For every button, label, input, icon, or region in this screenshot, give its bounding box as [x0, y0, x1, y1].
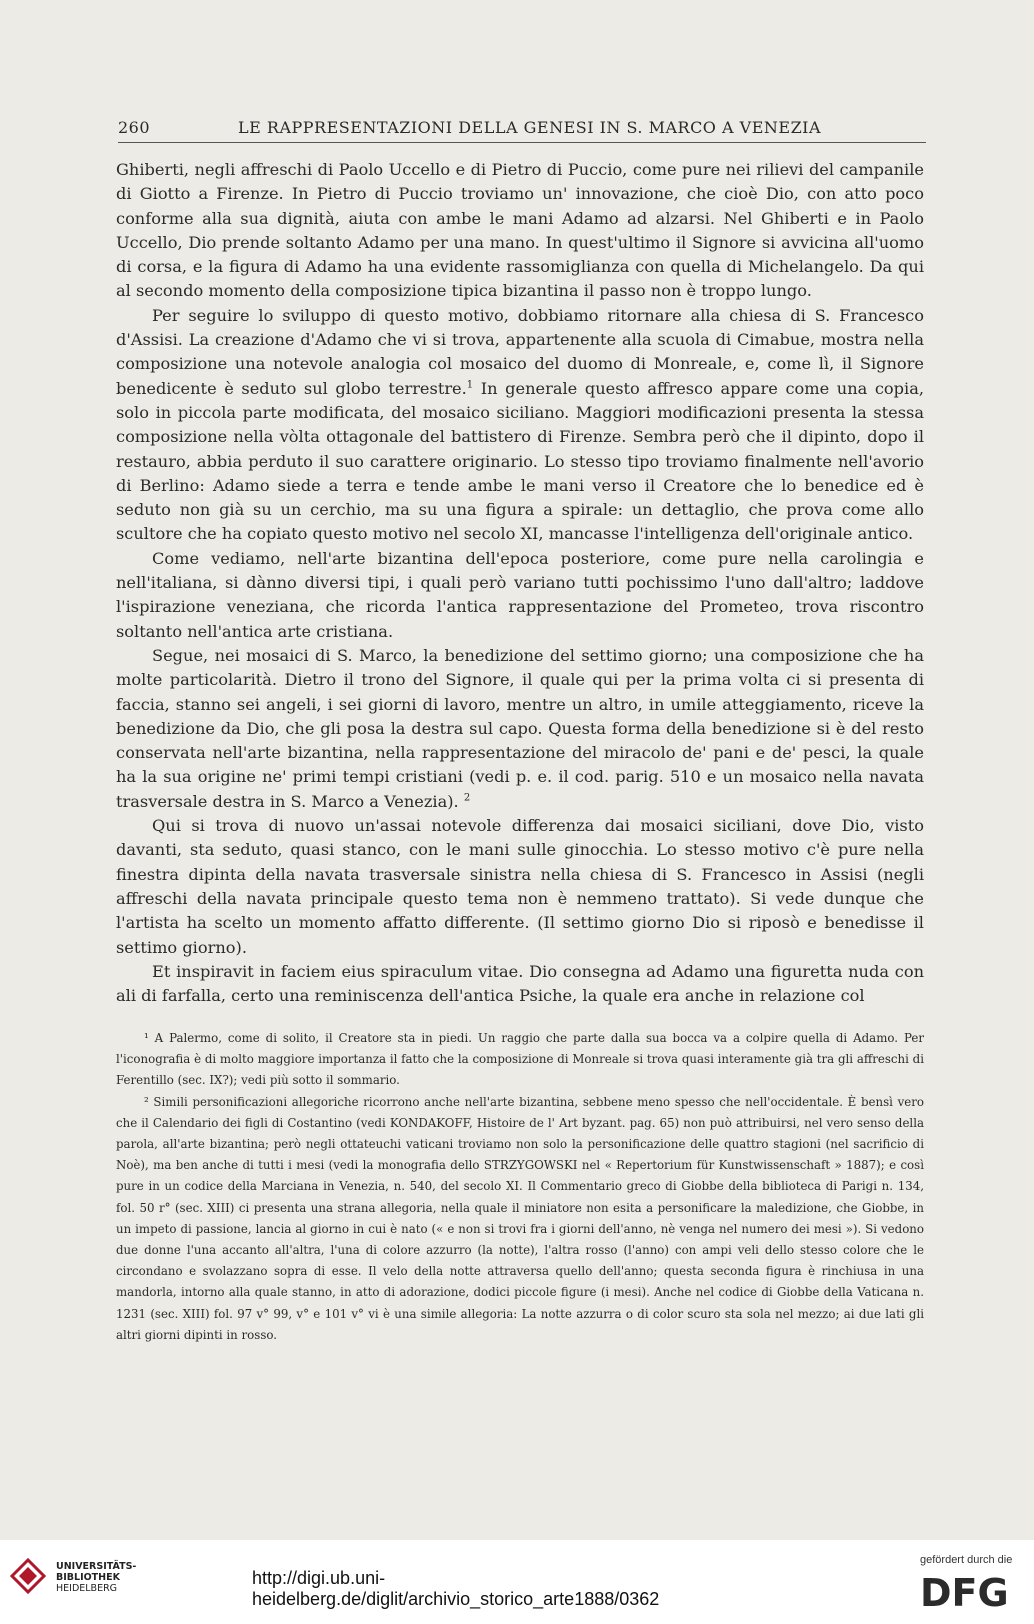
funding-note: gefördert durch die: [920, 1554, 1013, 1566]
paragraph-6: Et inspiravit in faciem eius spiraculum vitae. Dio consegna ad Adamo una figuretta nuda con ali di farfalla, certo una reminiscenza dell'antica Psiche, la quale era anche in relazione col: [116, 961, 924, 1006]
permalink-url[interactable]: http://digi.ub.uni-heidelberg.de/diglit/archivio_storico_arte1888/0362: [252, 1568, 660, 1609]
body-text: [116, 158, 924, 1008]
footnote-2: ² Simili personificazioni allegoriche ricorrono anche nell'arte bizantina, sebbene meno spesso che nell'occidentale. È bensì vero che il Calendario dei figli di Costantino (vedi KONDAKOFF, Histoire de l' Art byzant. pag. 65) non può attribuirsi, nel vero senso della parola, all'arte bizantina; però negli ottateuchi vaticani troviamo non solo la personificazione delle quattro stagioni (nel sacrificio di Noè), ma ben anche di tutti i mesi (vedi la monografia dello STRZYGOWSKI nel « Repertorium für Kunstwissenschaft » 1887); e così pure in un codice della Marciana in Venezia, n. 540, del secolo XI. Il Commentario greco di Giobbe della biblioteca di Parigi n. 134, fol. 50 r° (sec. XIII) ci presenta una strana allegoria, nella quale il miniatore non esita a personificare la maledizione, che Giobbe, in un impeto di passione, lancia al giorno in cui è nato (« e non si trovi fra i giorni dell'anno, nè venga nel numero dei mesi »). Si vedono due donne l'una accanto all'altra, l'una di colore azzurro (la notte), l'altra rosso (l'anno) con ampi veli dello stesso colore che le circondano e svolazzano sopra di esse. Il velo della notte attraversa quello dell'anno; questa seconda figura è rinchiusa in una mandorla, intorno alla quale stanno, in atto di adorazione, dodici piccole figure (i mesi). Anche nel codice di Giobbe della Vaticana n. 1231 (sec. XIII) fol. 97 v° 99, v° e 101 v° vi è una simile allegoria: La notte azzurra o di color scuro sta sola nel mezzo; ai due lati gli altri giorni dipinti in rosso.: [116, 1094, 924, 1342]
footnote-ref-1[interactable]: 1: [466, 379, 474, 391]
paragraph-4: [116, 644, 924, 814]
running-title: LE RAPPRESENTAZIONI DELLA GENESI IN S. MARCO A VENEZIA: [238, 118, 822, 137]
dfg-logo-icon[interactable]: [920, 1572, 1020, 1612]
paragraph-5: Qui si trova di nuovo un'assai notevole differenza dai mosaici siciliani, dove Dio, visto davanti, sta seduto, quasi stanco, con le mani sulle ginocchia. Lo stesso motivo c'è pure nella finestra dipinta della navata trasversale sinistra nella chiesa di S. Francesco in Assisi (negli affreschi della navata principale questo tema non è nemmeno trattato). Si vede dunque che l'artista ha scelto un momento affatto differente. (Il settimo giorno Dio si riposò e benedisse il settimo giorno).: [116, 816, 924, 957]
paragraph-2-part-a: Per seguire lo sviluppo di questo motivo, dobbiamo ritornare alla chiesa di S. Francesco d'Assisi. La creazione d'Adamo che vi si trova, appartenente alla scuola di Cimabue, mostra nella composizione una notevole analogia col mosaico del duomo di Monreale, e, come lì, il Signore benedicente è seduto sul globo terrestre.: [116, 305, 924, 398]
dfg-logo-text: DFG: [920, 1572, 1009, 1612]
running-header: [118, 118, 926, 143]
library-name-line-2: BIBLIOTHEK: [56, 1572, 120, 1583]
university-library-logo-icon[interactable]: [10, 1558, 46, 1596]
page-number: 260: [118, 118, 151, 137]
paragraph-4-text: Segue, nei mosaici di S. Marco, la benedizione del settimo giorno; una composizione che ha molte particolarità. Dietro il trono del Signore, il quale qui per la prima volta ci si presenta di faccia, stanno sei angeli, i sei giorni di lavoro, mentre un altro, in umile atteggiamento, riceve la benedizione da Dio, che gli posa la destra sul capo. Questa forma della benedizione si è del resto conservata nell'arte bizantina, nella rappresentazione del miracolo de' pani e de' pesci, la quale ha la sua origine ne' primi tempi cristiani (vedi p. e. il cod. parig. 510 e un mosaico nella navata trasversale destra in S. Marco a Venezia).: [116, 645, 924, 811]
library-name[interactable]: [56, 1561, 186, 1594]
paragraph-2-part-b: In generale questo affresco appare come una copia, solo in piccola parte modificata, del mosaico siciliano. Maggiori modificazioni presenta la stessa composizione nella vòlta ottagonale del battistero di Firenze. Sembra però che il dipinto, dopo il restauro, abbia perduto il suo carattere originario. Lo stesso tipo troviamo finalmente nell'avorio di Berlino: Adamo siede a terra e tende ambe le mani verso il Creatore che lo benedice ed è seduto non già su un cerchio, ma su una figura a spirale: un dettaglio, che prova come allo scultore che ha copiato questo motivo nel secolo XI, mancasse l'intelligenza dell'originale antico.: [116, 378, 924, 544]
library-name-line-1: UNIVERSITÄTS-: [56, 1561, 137, 1572]
paragraph-2: [116, 304, 924, 547]
paragraph-3: Come vediamo, nell'arte bizantina dell'epoca posteriore, come pure nella carolingia e nell'italiana, si dànno diversi tipi, i quali però variano tutti pochissimo l'uno dall'altro; laddove l'ispirazione veneziana, che ricorda l'antica rappresentazione del Prometeo, trova riscontro soltanto nell'antica arte cristiana.: [116, 548, 924, 641]
footnotes: [116, 1028, 924, 1346]
footnote-1: ¹ A Palermo, come di solito, il Creatore sta in piedi. Un raggio che parte dalla sua bocca va a colpire quella di Adamo. Per l'iconografia è di molto maggiore importanza il fatto che la composizione di Monreale si trova quasi interamente già tra gli affreschi di Ferentillo (sec. IX?); vedi più sotto il sommario.: [116, 1031, 924, 1088]
paragraph-1: Ghiberti, negli affreschi di Paolo Uccello e di Pietro di Puccio, come pure nei rilievi del campanile di Giotto a Firenze. In Pietro di Puccio troviamo un' innovazione, che cioè Dio, con atto poco conforme alla sua dignità, aiuta con ambe le mani Adamo ad alzarsi. Nel Ghiberti e in Paolo Uccello, Dio prende soltanto Adamo per una mano. In quest'ultimo il Signore si avvicina all'uomo di corsa, e la figura di Adamo ha una evidente rassomiglianza con quella di Michelangelo. Da qui al secondo momento della composizione tipica bizantina il passo non è troppo lungo.: [116, 160, 924, 301]
footnote-ref-2[interactable]: 2: [463, 792, 471, 804]
library-name-line-3: HEIDELBERG: [56, 1583, 118, 1594]
